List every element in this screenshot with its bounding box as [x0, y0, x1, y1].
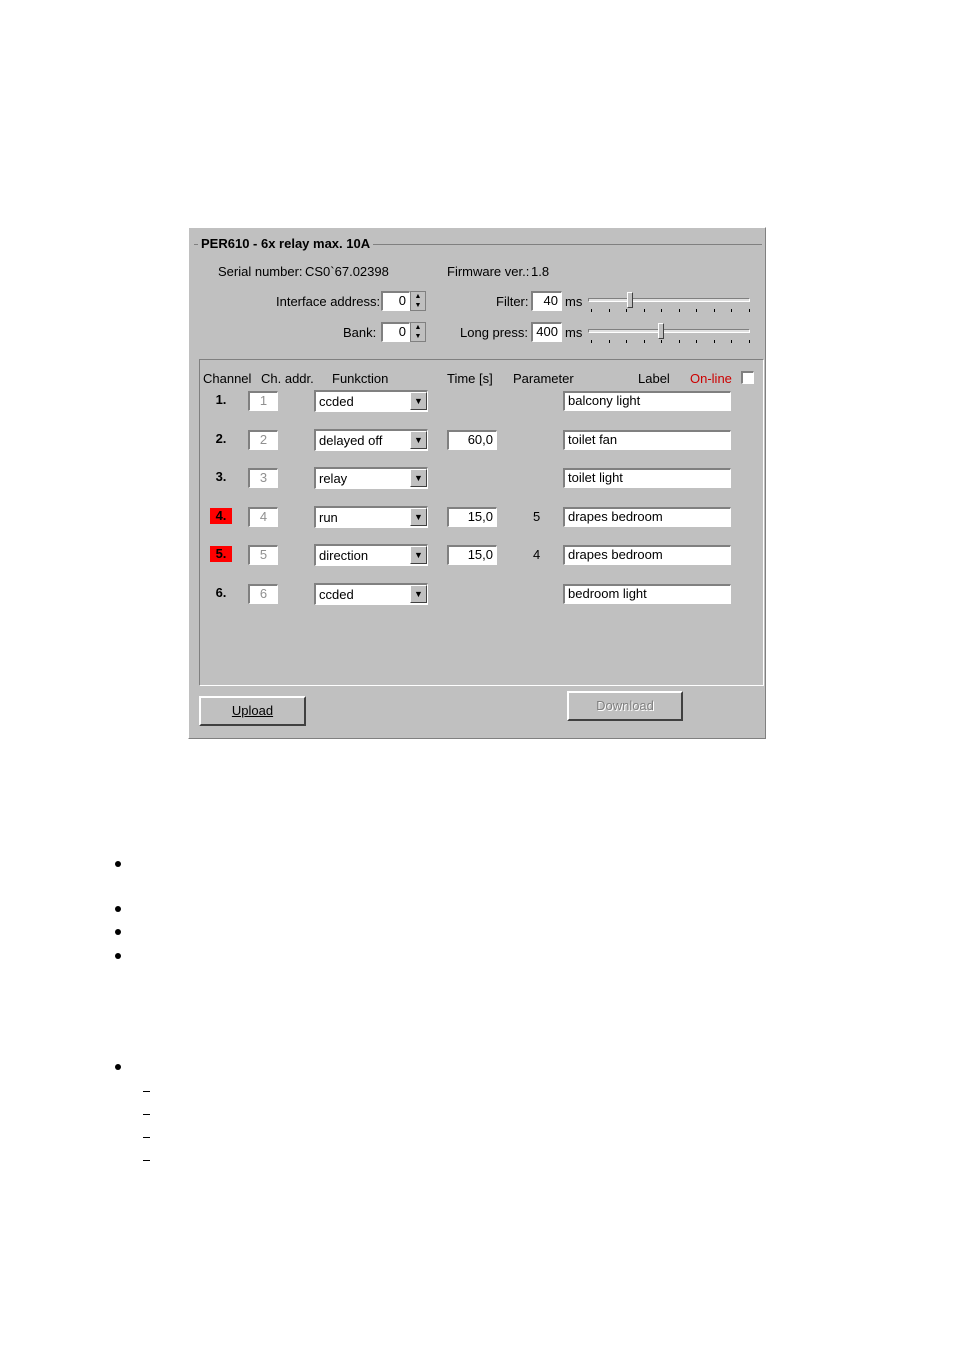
- bank-spinner[interactable]: ▲ ▼: [410, 322, 426, 342]
- slider-tick: [591, 340, 592, 343]
- firmware-label: Firmware ver.:: [447, 264, 530, 279]
- filter-slider[interactable]: [588, 292, 750, 316]
- header-label: Label: [638, 371, 670, 386]
- bank-input[interactable]: 0: [381, 322, 410, 342]
- chevron-down-icon[interactable]: ▼: [410, 431, 427, 449]
- channel-address[interactable]: 6: [248, 584, 278, 604]
- function-select-value: run: [319, 510, 338, 525]
- long-press-slider[interactable]: [588, 323, 750, 347]
- channel-number: 3.: [215, 469, 227, 484]
- label-input[interactable]: drapes bedroom: [563, 545, 731, 565]
- list-bullet: [115, 906, 121, 912]
- slider-tick: [696, 340, 697, 343]
- channel-address[interactable]: 4: [248, 507, 278, 527]
- slider-tick: [749, 309, 750, 312]
- channel-number: 4.: [210, 508, 232, 524]
- channel-address[interactable]: 1: [248, 391, 278, 411]
- online-label: On-line: [690, 371, 732, 386]
- slider-tick: [609, 309, 610, 312]
- function-select[interactable]: [314, 390, 428, 412]
- list-dash: [143, 1160, 150, 1161]
- header-function: Funkction: [332, 371, 389, 386]
- chevron-down-icon[interactable]: ▼: [410, 392, 427, 410]
- parameter-value: 5: [533, 509, 541, 524]
- list-bullet: [115, 1064, 121, 1070]
- function-select[interactable]: [314, 506, 428, 528]
- bank-label: Bank:: [343, 325, 377, 340]
- slider-tick: [661, 340, 662, 343]
- label-input[interactable]: toilet light: [563, 468, 731, 488]
- header-ch-addr: Ch. addr.: [261, 371, 314, 386]
- upload-button[interactable]: [199, 696, 306, 726]
- slider-tick: [644, 309, 645, 312]
- channel-address[interactable]: 5: [248, 545, 278, 565]
- channel-number: 2.: [215, 431, 227, 446]
- interface-address-spinner[interactable]: ▲ ▼: [410, 291, 426, 311]
- slider-tick: [591, 309, 592, 312]
- online-checkbox[interactable]: [741, 371, 754, 384]
- filter-slider-thumb[interactable]: [627, 292, 633, 308]
- header-channel: Channel: [203, 371, 252, 386]
- long-press-slider-thumb[interactable]: [658, 323, 664, 339]
- channel-address[interactable]: 3: [248, 468, 278, 488]
- slider-tick: [661, 309, 662, 312]
- slider-tick: [731, 340, 732, 343]
- parameter-value: 4: [533, 547, 541, 562]
- filter-input[interactable]: 40: [531, 291, 562, 311]
- list-bullet: [115, 953, 121, 959]
- function-select-value: ccded: [319, 587, 354, 602]
- channel-number: 5.: [210, 546, 232, 562]
- time-input[interactable]: 15,0: [447, 545, 497, 565]
- firmware-value: 1.8: [531, 264, 550, 279]
- function-select-value: direction: [319, 548, 369, 563]
- slider-tick: [731, 309, 732, 312]
- serial-value: CS0`67.02398: [305, 264, 389, 279]
- slider-tick: [749, 340, 750, 343]
- long-press-label: Long press:: [460, 325, 528, 340]
- function-select-value: ccded: [319, 394, 354, 409]
- chevron-down-icon[interactable]: ▼: [410, 546, 427, 564]
- channel-address[interactable]: 2: [248, 430, 278, 450]
- serial-label: Serial number:: [218, 264, 303, 279]
- function-select[interactable]: [314, 429, 428, 451]
- time-input[interactable]: 60,0: [447, 430, 497, 450]
- channel-number: 6.: [215, 585, 227, 600]
- long-press-unit: ms: [565, 325, 583, 340]
- label-input[interactable]: balcony light: [563, 391, 731, 411]
- interface-address-label: Interface address:: [276, 294, 381, 309]
- slider-tick: [679, 309, 680, 312]
- list-bullet: [115, 861, 121, 867]
- chevron-down-icon[interactable]: ▼: [410, 585, 427, 603]
- slider-tick: [626, 340, 627, 343]
- chevron-down-icon[interactable]: ▼: [410, 469, 427, 487]
- time-input[interactable]: 15,0: [447, 507, 497, 527]
- long-press-input[interactable]: 400: [531, 322, 562, 342]
- window-title: PER610 - 6x relay max. 10A: [198, 236, 373, 251]
- list-dash: [143, 1091, 150, 1092]
- list-bullet: [115, 929, 121, 935]
- function-select[interactable]: [314, 544, 428, 566]
- download-button-label: Download: [596, 698, 654, 713]
- download-button[interactable]: [567, 691, 683, 721]
- function-select[interactable]: [314, 467, 428, 489]
- slider-tick: [696, 309, 697, 312]
- slider-tick: [644, 340, 645, 343]
- header-time: Time [s]: [447, 371, 493, 386]
- upload-button-label: Upload: [231, 703, 274, 718]
- header-parameter: Parameter: [513, 371, 574, 386]
- function-select-value: delayed off: [319, 433, 383, 448]
- label-input[interactable]: drapes bedroom: [563, 507, 731, 527]
- filter-label: Filter:: [496, 294, 529, 309]
- label-input[interactable]: bedroom light: [563, 584, 731, 604]
- slider-tick: [626, 309, 627, 312]
- slider-tick: [609, 340, 610, 343]
- interface-address-input[interactable]: 0: [381, 291, 410, 311]
- slider-tick: [714, 340, 715, 343]
- filter-unit: ms: [565, 294, 583, 309]
- function-select[interactable]: [314, 583, 428, 605]
- label-input[interactable]: toilet fan: [563, 430, 731, 450]
- slider-tick: [679, 340, 680, 343]
- list-dash: [143, 1137, 150, 1138]
- chevron-down-icon[interactable]: ▼: [410, 508, 427, 526]
- channel-number: 1.: [215, 392, 227, 407]
- slider-tick: [714, 309, 715, 312]
- list-dash: [143, 1114, 150, 1115]
- function-select-value: relay: [319, 471, 348, 486]
